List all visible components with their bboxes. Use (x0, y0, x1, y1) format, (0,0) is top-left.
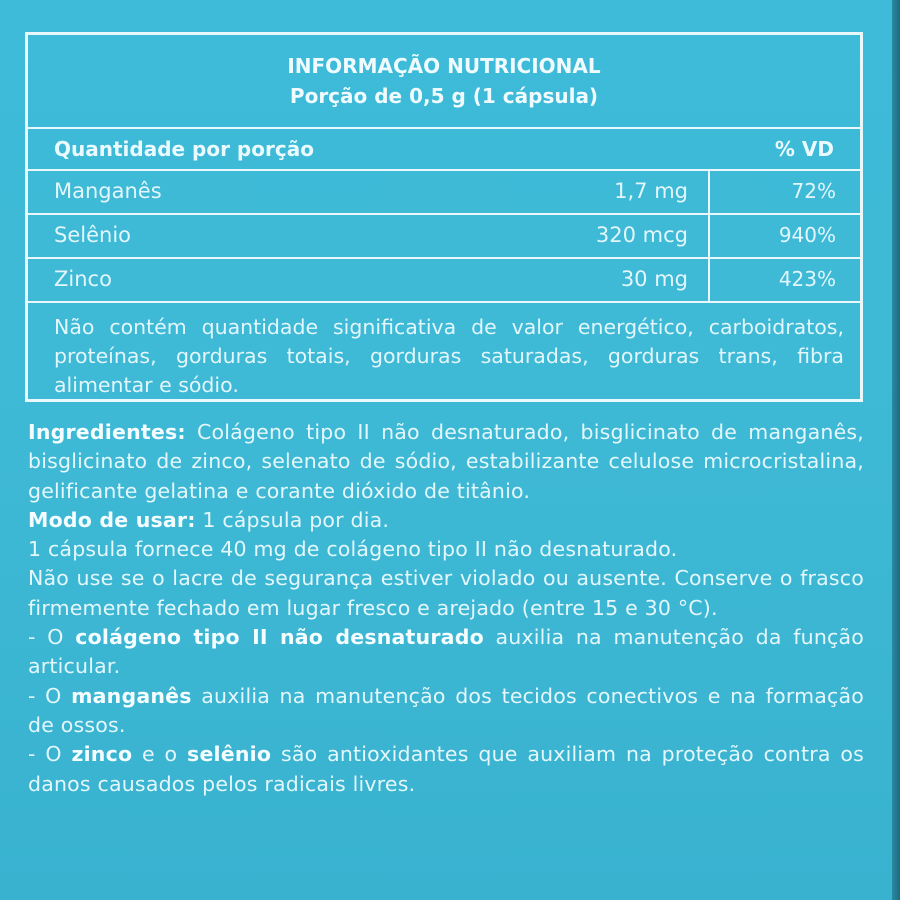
nutrition-footnote: Não contém quantidade significativa de valor energético, carboidratos, proteínas, gorduras totais, gorduras saturadas, gorduras trans, fibra alimentar e sódio. (28, 301, 860, 402)
ingredients-label: Ingredientes: (28, 420, 186, 444)
claim-prefix: - O (28, 742, 72, 767)
claim-rest: são antioxidantes que auxiliam na proteção contra os danos causados pelos radicais livres. (28, 742, 864, 796)
claim-bold: zinco (71, 742, 133, 767)
storage-warning: Não use se o lacre de segurança estiver violado ou ausente. Conserve o frasco firmemente fechado em lugar fresco e arejado (entre 15 e 30 °C). (28, 566, 864, 620)
package-edge (892, 0, 900, 900)
ingredients-text: Colágeno tipo II não desnaturado, bisglicinato de manganês, bisglicinato de zinco, selenato de sódio, estabilizante celulose microcristalina, gelificante gelatina e corante dióxido de titânio. (28, 420, 864, 503)
claim-prefix: - O (28, 625, 76, 650)
claim-rest: auxilia na manutenção dos tecidos conectivos e na formação de ossos. (28, 683, 864, 737)
usage-paragraph (28, 506, 864, 535)
claim-bold: colágeno tipo II não desnaturado (75, 625, 484, 650)
header-quantity: Quantidade por porção (54, 137, 314, 161)
nutrition-title: INFORMAÇÃO NUTRICIONAL (287, 54, 601, 78)
usage-text: 1 cápsula por dia. (195, 507, 390, 532)
nutrition-header-row (28, 127, 860, 169)
nutrient-vd: 423% (778, 267, 836, 291)
claim-mid: e o (132, 742, 188, 767)
claim-rest: auxilia na manutenção da função articular. (28, 625, 865, 679)
column-divider (708, 215, 710, 257)
portion-size: Porção de 0,5 g (1 cápsula) (289, 84, 599, 108)
nutrient-name: Manganês (54, 179, 162, 203)
nutrient-quantity: 1,7 mg (614, 179, 688, 203)
column-divider (708, 171, 710, 213)
nutrition-table (25, 32, 863, 402)
claim-prefix: - O (28, 683, 72, 708)
claim-manganese (28, 682, 864, 741)
nutrient-name: Zinco (54, 267, 112, 291)
label-body-text (28, 418, 864, 799)
capsule-info: 1 cápsula fornece 40 mg de colágeno tipo II não desnaturado. (28, 537, 678, 562)
usage-label: Modo de usar: (28, 507, 196, 532)
claim-zinc-selenium (28, 740, 864, 799)
nutrition-row-selenium (28, 213, 860, 257)
claim-bold-2: selênio (187, 742, 272, 767)
header-vd: % VD (774, 137, 834, 161)
nutrient-name: Selênio (54, 223, 131, 247)
nutrient-quantity: 320 mcg (595, 223, 688, 247)
nutrient-vd: 72% (791, 179, 836, 203)
claim-bold: manganês (71, 683, 192, 708)
nutrition-row-manganese (28, 169, 860, 213)
nutrient-quantity: 30 mg (620, 267, 688, 291)
column-divider (708, 259, 710, 301)
nutrition-row-zinc (28, 257, 860, 301)
ingredients-paragraph (28, 418, 864, 506)
nutrient-vd: 940% (778, 223, 836, 247)
nutrition-table-title (28, 35, 860, 127)
claim-collagen (28, 623, 864, 682)
